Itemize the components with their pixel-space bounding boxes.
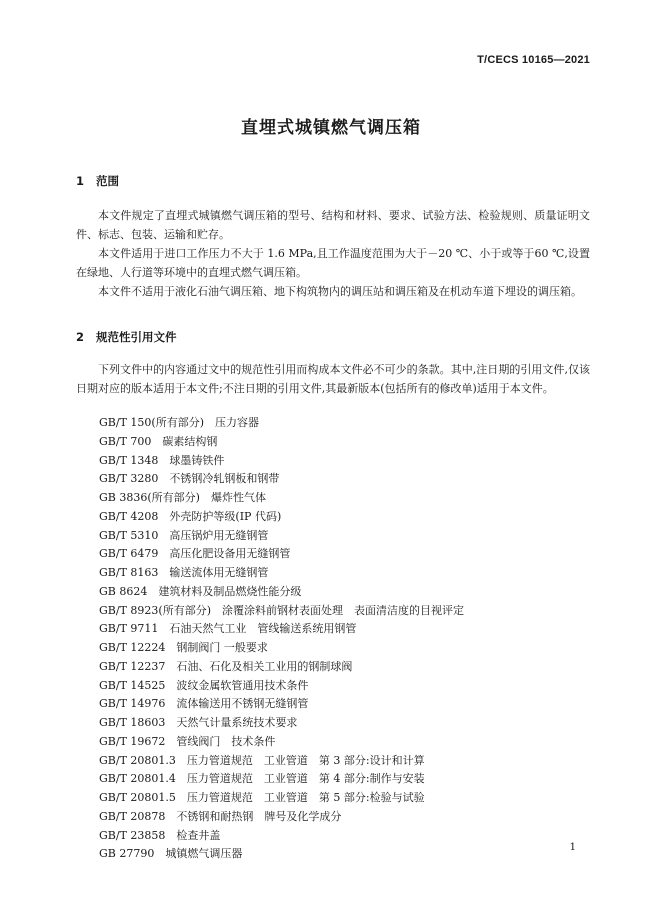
reference-item: GB/T 20801.4 压力管道规范 工业管道 第 4 部分:制作与安装	[99, 772, 425, 786]
reference-item: GB/T 18603 天然气计量系统技术要求	[99, 716, 298, 729]
reference-item: GB/T 19672 管线阀门 技术条件	[99, 734, 276, 748]
section-2-title: 规范性引用文件	[96, 330, 177, 344]
section-2-intro: 下列文件中的内容通过文中的规范性引用而构成本文件必不可少的条款。其中,注日期的引用文件,仅该日期对应的版本适用于本文件;不注日期的引用文件,其最新版本(包括所有的修改单)适用于本文件。	[76, 363, 590, 395]
section-1-paragraph: 本文件不适用于液化石油气调压箱、地下构筑物内的调压站和调压箱及在机动车道下埋设的调压箱。	[98, 285, 582, 298]
reference-item: GB 27790 城镇燃气调压器	[99, 847, 243, 861]
reference-item: GB 3836(所有部分) 爆炸性气体	[99, 491, 266, 504]
reference-item: GB/T 20801.5 压力管道规范 工业管道 第 5 部分:检验与试验	[99, 791, 425, 804]
reference-item: GB/T 3280 不锈钢冷轧钢板和钢带	[99, 472, 280, 486]
reference-item: GB 8624 建筑材料及制品燃烧性能分级	[99, 584, 302, 598]
reference-item: GB/T 150(所有部分) 压力容器	[99, 416, 259, 429]
reference-item: GB/T 12237 石油、石化及相关工业用的钢制球阀	[99, 659, 353, 673]
document-title: 直埋式城镇燃气调压箱	[241, 118, 421, 138]
section-1-paragraph: 本文件规定了直埋式城镇燃气调压箱的型号、结构和材料、要求、试验方法、检验规则、质量证明文件、标志、包装、运输和贮存。	[76, 209, 590, 241]
reference-list	[99, 414, 464, 864]
reference-item: GB/T 14976 流体输送用不锈钢无缝钢管	[99, 697, 309, 711]
standard-number: T/CECS 10165—2021	[477, 54, 590, 66]
reference-item: GB/T 8163 输送流体用无缝钢管	[99, 566, 269, 579]
section-1-title: 范围	[96, 174, 119, 188]
page-number: 1	[569, 842, 576, 853]
reference-item: GB/T 1348 球墨铸铁件	[99, 453, 225, 467]
section-1-number: 1	[76, 174, 85, 188]
reference-item: GB/T 8923(所有部分) 涂覆涂料前钢材表面处理 表面清洁度的目视评定	[99, 603, 464, 617]
reference-item: GB/T 20878 不锈钢和耐热钢 牌号及化学成分	[99, 809, 342, 823]
reference-item: GB/T 20801.3 压力管道规范 工业管道 第 3 部分:设计和计算	[99, 753, 425, 767]
section-1-heading	[76, 173, 119, 189]
section-2-heading	[76, 329, 177, 345]
section-1-paragraph: 本文件适用于进口工作压力不大于 1.6 MPa,且工作温度范围为大于－20 ℃、小于或等于60 ℃,设置在绿地、人行道等环境中的直埋式燃气调压箱。	[76, 247, 590, 279]
reference-item: GB/T 5310 高压锅炉用无缝钢管	[99, 528, 269, 542]
reference-item: GB/T 23858 检查井盖	[99, 828, 221, 842]
reference-item: GB/T 4208 外壳防护等级(IP 代码)	[99, 509, 282, 523]
reference-item: GB/T 9711 石油天然气工业 管线输送系统用钢管	[99, 622, 357, 636]
reference-item: GB/T 14525 波纹金属软管通用技术条件	[99, 678, 309, 692]
section-2-number: 2	[76, 330, 85, 344]
reference-item: GB/T 700 碳素结构钢	[99, 434, 218, 448]
reference-item: GB/T 12224 钢制阀门 一般要求	[99, 641, 268, 654]
reference-item: GB/T 6479 高压化肥设备用无缝钢管	[99, 547, 291, 561]
